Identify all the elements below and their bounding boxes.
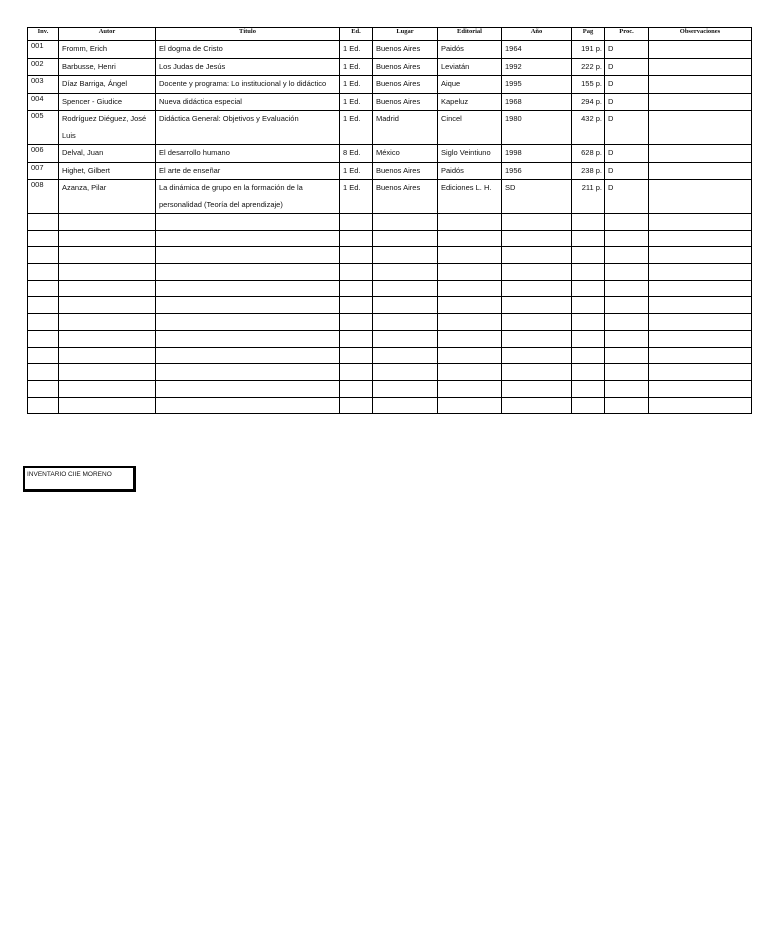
empty-cell [438,247,502,264]
empty-cell [502,397,572,414]
empty-cell [572,214,605,231]
empty-cell [340,264,373,281]
cell-inv: 007 [28,162,59,180]
cell-inv: 008 [28,180,59,214]
empty-cell [572,264,605,281]
cell-ed: 8 Ed. [340,145,373,163]
empty-cell [649,230,752,247]
cell-titulo: Los Judas de Jesús [156,58,340,76]
empty-table-row [28,314,752,331]
empty-cell [340,347,373,364]
cell-proc: D [605,180,649,214]
table-body [28,41,752,414]
cell-autor: Rodríguez Diéguez, José Luis [59,111,156,145]
empty-cell [572,380,605,397]
empty-cell [502,230,572,247]
empty-cell [572,230,605,247]
empty-cell [605,380,649,397]
empty-cell [28,380,59,397]
cell-proc: D [605,58,649,76]
inventory-table [27,27,752,414]
empty-cell [502,330,572,347]
cell-observaciones [649,145,752,163]
empty-cell [28,397,59,414]
cell-editorial: Aique [438,76,502,94]
empty-cell [502,264,572,281]
cell-inv: 005 [28,111,59,145]
empty-cell [373,347,438,364]
table-row [28,93,752,111]
empty-cell [572,347,605,364]
empty-cell [156,230,340,247]
cell-proc: D [605,76,649,94]
empty-cell [28,347,59,364]
empty-cell [373,380,438,397]
header-lugar: Lugar [373,28,438,41]
cell-ano: 1980 [502,111,572,145]
empty-cell [59,330,156,347]
empty-cell [340,380,373,397]
empty-cell [572,297,605,314]
cell-ed: 1 Ed. [340,58,373,76]
empty-cell [438,397,502,414]
empty-cell [156,264,340,281]
cell-autor: Barbusse, Henri [59,58,156,76]
cell-editorial: Leviatán [438,58,502,76]
header-editorial: Editorial [438,28,502,41]
empty-cell [572,330,605,347]
empty-cell [156,397,340,414]
cell-observaciones [649,180,752,214]
table-row [28,41,752,59]
cell-lugar: Buenos Aires [373,41,438,59]
cell-titulo: Didáctica General: Objetivos y Evaluación [156,111,340,145]
cell-pag: 155 p. [572,76,605,94]
empty-cell [438,314,502,331]
empty-cell [340,330,373,347]
empty-cell [28,230,59,247]
empty-cell [502,314,572,331]
cell-inv: 004 [28,93,59,111]
empty-cell [649,214,752,231]
empty-cell [340,364,373,381]
empty-cell [438,230,502,247]
cell-inv: 001 [28,41,59,59]
cell-ano: 1956 [502,162,572,180]
cell-observaciones [649,58,752,76]
empty-cell [59,214,156,231]
header-ano: Año [502,28,572,41]
empty-cell [649,314,752,331]
header-proc: Proc. [605,28,649,41]
empty-table-row [28,330,752,347]
empty-cell [28,264,59,281]
empty-cell [605,247,649,264]
empty-cell [605,280,649,297]
empty-cell [59,347,156,364]
cell-ano: 1964 [502,41,572,59]
empty-cell [28,330,59,347]
cell-lugar: Madrid [373,111,438,145]
cell-ano: 1995 [502,76,572,94]
cell-proc: D [605,145,649,163]
cell-observaciones [649,93,752,111]
table-row [28,111,752,145]
empty-cell [572,280,605,297]
cell-autor: Spencer - Giudice [59,93,156,111]
empty-cell [605,264,649,281]
cell-lugar: México [373,145,438,163]
cell-pag: 432 p. [572,111,605,145]
empty-cell [502,297,572,314]
cell-inv: 003 [28,76,59,94]
empty-table-row [28,230,752,247]
header-inv: Inv. [28,28,59,41]
empty-cell [572,364,605,381]
empty-cell [28,214,59,231]
empty-cell [438,380,502,397]
cell-observaciones [649,111,752,145]
empty-cell [373,247,438,264]
cell-autor: Highet, Gilbert [59,162,156,180]
header-autor: Autor [59,28,156,41]
cell-editorial: Cincel [438,111,502,145]
empty-cell [28,280,59,297]
empty-cell [156,214,340,231]
empty-cell [649,347,752,364]
empty-cell [572,314,605,331]
cell-editorial: Paidós [438,41,502,59]
table-row [28,180,752,214]
empty-cell [649,364,752,381]
header-observaciones: Observaciones [649,28,752,41]
cell-ed: 1 Ed. [340,111,373,145]
empty-cell [649,247,752,264]
cell-pag: 222 p. [572,58,605,76]
empty-cell [605,397,649,414]
empty-cell [340,280,373,297]
empty-cell [28,297,59,314]
empty-table-row [28,214,752,231]
empty-cell [373,297,438,314]
cell-inv: 006 [28,145,59,163]
empty-table-row [28,264,752,281]
cell-ed: 1 Ed. [340,41,373,59]
empty-cell [156,247,340,264]
cell-titulo: El desarrollo humano [156,145,340,163]
empty-cell [340,247,373,264]
cell-lugar: Buenos Aires [373,58,438,76]
empty-cell [572,397,605,414]
empty-cell [438,347,502,364]
empty-cell [59,314,156,331]
cell-pag: 238 p. [572,162,605,180]
empty-cell [156,364,340,381]
table-row [28,162,752,180]
empty-cell [438,264,502,281]
empty-cell [373,230,438,247]
empty-cell [605,314,649,331]
empty-cell [649,280,752,297]
table-header [28,28,752,41]
cell-observaciones [649,76,752,94]
empty-cell [59,247,156,264]
empty-cell [605,214,649,231]
empty-cell [373,397,438,414]
cell-autor: Fromm, Erich [59,41,156,59]
empty-table-row [28,247,752,264]
empty-cell [605,364,649,381]
empty-cell [59,280,156,297]
cell-titulo: Nueva didáctica especial [156,93,340,111]
empty-cell [373,330,438,347]
cell-ed: 1 Ed. [340,162,373,180]
empty-cell [156,280,340,297]
cell-ano: 1968 [502,93,572,111]
empty-cell [438,297,502,314]
header-titulo: Título [156,28,340,41]
empty-cell [649,264,752,281]
cell-editorial: Kapeluz [438,93,502,111]
empty-cell [59,380,156,397]
cell-proc: D [605,93,649,111]
table-row [28,76,752,94]
cell-titulo: La dinámica de grupo en la formación de la personalidad (Teoría del aprendizaje) [156,180,340,214]
cell-editorial: Ediciones L. H. [438,180,502,214]
empty-cell [605,297,649,314]
empty-cell [649,330,752,347]
cell-lugar: Buenos Aires [373,93,438,111]
empty-cell [373,214,438,231]
empty-cell [605,230,649,247]
empty-cell [59,264,156,281]
cell-pag: 628 p. [572,145,605,163]
cell-lugar: Buenos Aires [373,76,438,94]
cell-autor: Delval, Juan [59,145,156,163]
empty-table-row [28,297,752,314]
empty-cell [340,297,373,314]
empty-cell [340,214,373,231]
cell-titulo: El dogma de Cristo [156,41,340,59]
cell-observaciones [649,41,752,59]
empty-cell [340,397,373,414]
cell-ed: 1 Ed. [340,93,373,111]
empty-cell [649,380,752,397]
empty-cell [156,380,340,397]
empty-cell [502,380,572,397]
empty-table-row [28,280,752,297]
cell-inv: 002 [28,58,59,76]
empty-cell [156,314,340,331]
cell-proc: D [605,111,649,145]
cell-ano: 1992 [502,58,572,76]
empty-cell [59,297,156,314]
empty-cell [502,214,572,231]
empty-cell [438,214,502,231]
empty-cell [438,330,502,347]
cell-ano: 1998 [502,145,572,163]
cell-lugar: Buenos Aires [373,162,438,180]
empty-cell [572,247,605,264]
empty-cell [373,314,438,331]
empty-cell [605,330,649,347]
empty-table-row [28,347,752,364]
cell-ed: 1 Ed. [340,76,373,94]
empty-cell [28,364,59,381]
empty-cell [438,280,502,297]
cell-proc: D [605,162,649,180]
header-ed: Ed. [340,28,373,41]
inventory-label-box: INVENTARIO CIIE MORENO [23,466,136,492]
empty-cell [28,247,59,264]
cell-titulo: El arte de enseñar [156,162,340,180]
empty-cell [156,330,340,347]
cell-editorial: Siglo Veintiuno [438,145,502,163]
cell-proc: D [605,41,649,59]
empty-cell [340,314,373,331]
empty-cell [59,397,156,414]
cell-ano: SD [502,180,572,214]
cell-pag: 211 p. [572,180,605,214]
empty-cell [502,247,572,264]
empty-cell [156,347,340,364]
empty-cell [373,364,438,381]
cell-observaciones [649,162,752,180]
empty-cell [59,364,156,381]
empty-cell [340,230,373,247]
cell-autor: Azanza, Pilar [59,180,156,214]
empty-table-row [28,380,752,397]
empty-cell [502,347,572,364]
empty-cell [28,314,59,331]
empty-cell [438,364,502,381]
cell-pag: 191 p. [572,41,605,59]
empty-cell [502,280,572,297]
empty-cell [502,364,572,381]
empty-table-row [28,364,752,381]
empty-cell [59,230,156,247]
header-row [28,28,752,41]
cell-titulo: Docente y programa: Lo institucional y lo didáctico [156,76,340,94]
empty-cell [373,264,438,281]
cell-ed: 1 Ed. [340,180,373,214]
table-row [28,58,752,76]
empty-cell [649,397,752,414]
empty-cell [605,347,649,364]
cell-lugar: Buenos Aires [373,180,438,214]
table-row [28,145,752,163]
empty-cell [156,297,340,314]
cell-editorial: Paidós [438,162,502,180]
cell-autor: Díaz Barriga, Ángel [59,76,156,94]
cell-pag: 294 p. [572,93,605,111]
empty-cell [373,280,438,297]
empty-cell [649,297,752,314]
empty-table-row [28,397,752,414]
header-pag: Pag [572,28,605,41]
